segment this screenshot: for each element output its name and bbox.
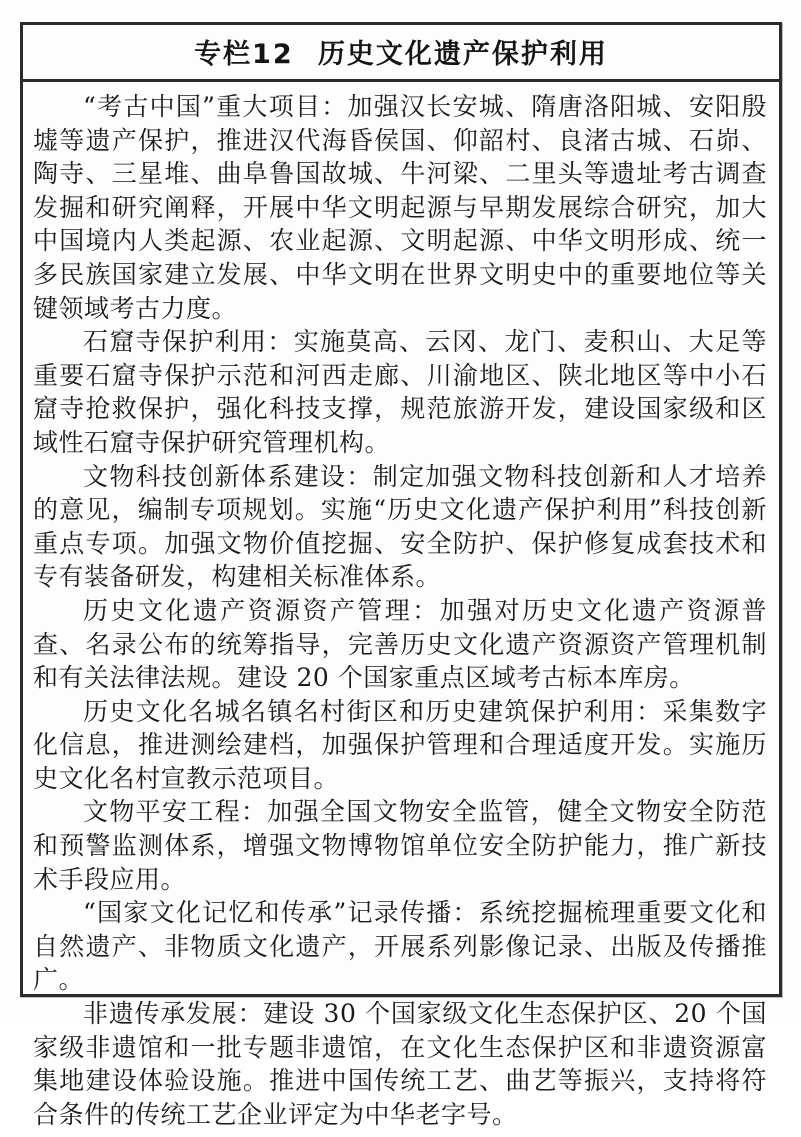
column-title-prefix: 专栏12 <box>194 39 294 70</box>
column-title-text: 历史文化遗产保护利用 <box>317 39 608 70</box>
paragraph-intangible-heritage: 非遗传承发展：建设 30 个国家级文化生态保护区、20 个国家级非遗馆和一批专题非遗馆，在文化生态保护区和非遗资源富集地建设体验设施。推进中国传统工艺、曲艺等振兴，支持将符合条件的传统工艺企业评定为中华老字号。 <box>33 999 767 1129</box>
paragraph-resource-asset-management: 历史文化遗产资源资产管理：加强对历史文化遗产资源普查、名录公布的统筹指导，完善历史文化遗产资源资产管理机制和有关法律法规。建设 20 个国家重点区域考古标本库房。 <box>33 595 767 693</box>
column-body <box>23 82 779 1137</box>
paragraph-famous-cities-towns: 历史文化名城名镇名村街区和历史建筑保护利用：采集数字化信息，推进测绘建档，加强保护管理和合理适度开发。实施历史文化名村宣教示范项目。 <box>33 696 767 793</box>
column-box <box>20 22 782 1129</box>
paragraph-national-memory: “国家文化记忆和传承”记录传播：系统挖掘梳理重要文化和自然遗产、非物质文化遗产，开展系列影像记录、出版及传播推广。 <box>33 898 767 995</box>
paragraph-cultural-relics-safety: 文物平安工程：加强全国文物安全监管，健全文物安全防范和预警监测体系，增强文物博物馆单位安全防护能力，推广新技术手段应用。 <box>33 797 767 894</box>
column-title <box>23 25 779 82</box>
paragraph-grotto-temples: 石窟寺保护利用：实施莫高、云冈、龙门、麦积山、大足等重要石窟寺保护示范和河西走廊、川渝地区、陕北地区等中小石窟寺抢救保护，强化科技支撑，规范旅游开发，建设国家级和区域性石窟寺保护研究管理机构。 <box>33 327 767 457</box>
paragraph-tech-innovation: 文物科技创新体系建设：制定加强文物科技创新和人才培养的意见，编制专项规划。实施“历史文化遗产保护利用”科技创新重点专项。加强文物价值挖掘、安全防护、保护修复成套技术和专有装备研发，构建相关标准体系。 <box>33 461 767 592</box>
paragraph-archaeology-china: “考古中国”重大项目：加强汉长安城、隋唐洛阳城、安阳殷墟等遗产保护，推进汉代海昏侯国、仰韶村、良渚古城、石峁、陶寺、三星堆、曲阜鲁国故城、牛河梁、二里头等遗址考古调查发掘和研究阐释，开展中华文明起源与早期发展综合研究，加大中国境内人类起源、农业起源、文明起源、中华文明形成、统一多民族国家建立发展、中华文明在世界文明史中的重要地位等关键领域考古力度。 <box>33 92 767 323</box>
